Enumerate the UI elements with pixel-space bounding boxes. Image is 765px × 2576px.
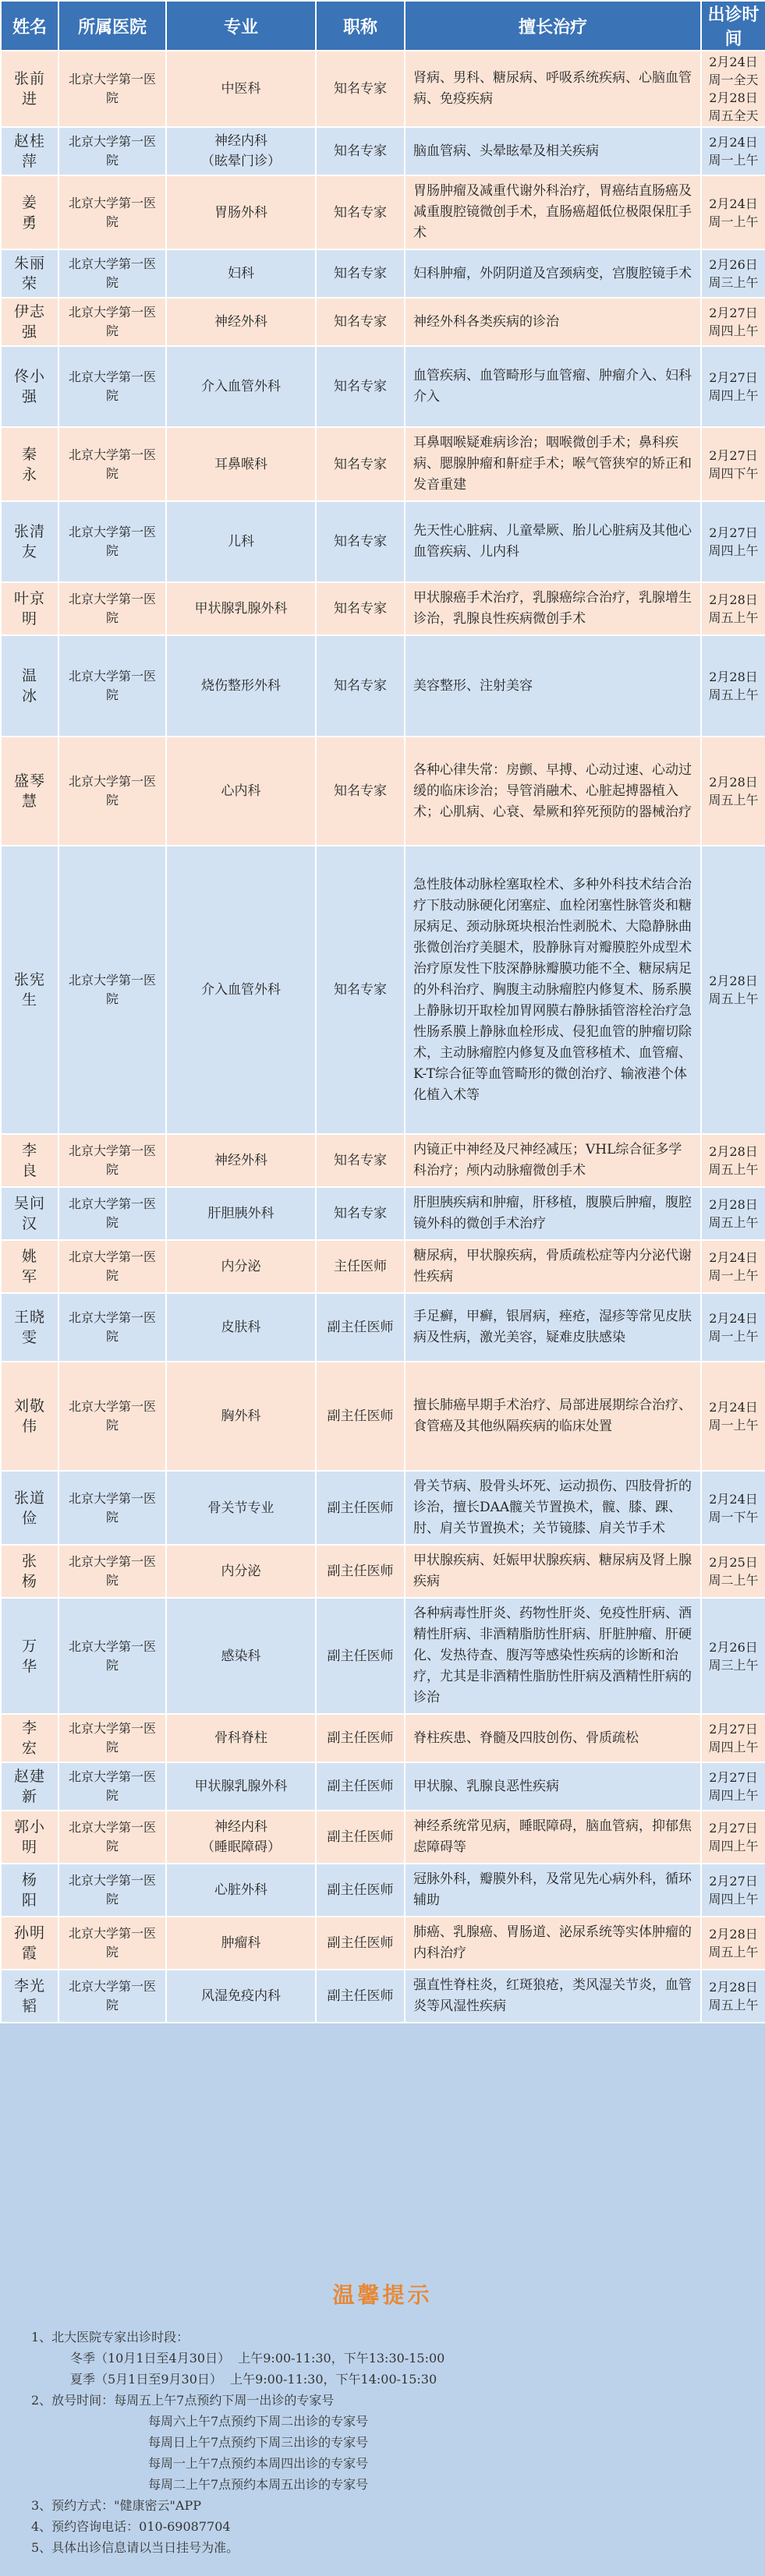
hospital-cell: 北京大学第一医院	[58, 1545, 166, 1598]
specialty-cell: 甲状腺疾病、妊娠甲状腺疾病、糖尿病及肾上腺疾病	[405, 1545, 701, 1598]
table-row	[1, 1187, 765, 1240]
title-cell: 副主任医师	[316, 1917, 405, 1970]
schedule-cell: 2月27日 周四上午	[701, 1864, 765, 1917]
specialty-cell: 各种心律失常：房颤、早搏、心动过速、心动过缓的临床诊治；导管消融术、心脏起搏器植入术；心肌病、心衰、晕厥和猝死预防的器械治疗	[405, 737, 701, 846]
specialty-cell: 耳鼻咽喉疑难病诊治；咽喉微创手术；鼻科疾病、腮腺肿瘤和鼾症手术；喉气管狭窄的矫正和发音重建	[405, 427, 701, 501]
table-row	[1, 298, 765, 346]
title-cell: 知名专家	[316, 1187, 405, 1240]
header-hospital: 所属医院	[58, 1, 166, 51]
table-row	[1, 737, 765, 846]
dept-cell: 心内科	[166, 737, 316, 846]
tips-line: 每周二上午7点预约本周五出诊的专家号	[148, 2477, 369, 2492]
specialty-cell: 手足癣，甲癣，银屑病，痤疮，湿疹等常见皮肤病及性病，激光美容，疑难皮肤感染	[405, 1293, 701, 1362]
hospital-cell: 北京大学第一医院	[58, 1471, 166, 1545]
schedule-cell: 2月27日 周四上午	[701, 298, 765, 346]
table-row	[1, 1134, 765, 1187]
dept-cell: 介入血管外科	[166, 846, 316, 1134]
dept-cell: 耳鼻喉科	[166, 427, 316, 501]
doctor-name: 赵桂萍	[1, 127, 58, 175]
schedule-cell: 2月28日 周五上午	[701, 635, 765, 737]
schedule-cell: 2月24日 周一上午	[701, 1240, 765, 1293]
schedule-cell: 2月27日 周四上午	[701, 501, 765, 582]
doctor-name: 张前进	[1, 51, 58, 127]
header-name: 姓名	[1, 1, 58, 51]
dept-cell: 神经外科	[166, 298, 316, 346]
schedule-cell: 2月28日 周五上午	[701, 1134, 765, 1187]
hospital-cell: 北京大学第一医院	[58, 1970, 166, 2023]
dept-cell: 心脏外科	[166, 1864, 316, 1917]
title-cell: 副主任医师	[316, 1598, 405, 1714]
specialty-cell: 胃肠肿瘤及减重代谢外科治疗，胃癌结直肠癌及减重腹腔镜微创手术，直肠癌超低位极限保肛手术	[405, 175, 701, 249]
title-cell: 知名专家	[316, 427, 405, 501]
tips-line: 4、预约咨询电话：010-69087704	[31, 2519, 231, 2534]
title-cell: 副主任医师	[316, 1762, 405, 1811]
title-cell: 副主任医师	[316, 1864, 405, 1917]
schedule-cell: 2月24日 周一下午	[701, 1471, 765, 1545]
specialty-cell: 甲状腺癌手术治疗，乳腺癌综合治疗，乳腺增生诊治，乳腺良性疾病微创手术	[405, 582, 701, 635]
header-specialty: 擅长治疗	[405, 1, 701, 51]
title-cell: 副主任医师	[316, 1811, 405, 1864]
schedule-cell: 2月28日 周五上午	[701, 1187, 765, 1240]
dept-cell: 肝胆胰外科	[166, 1187, 316, 1240]
tips-line: 3、预约方式："健康密云"APP	[31, 2498, 201, 2513]
schedule-cell: 2月24日 周一上午	[701, 175, 765, 249]
doctor-name: 张道俭	[1, 1471, 58, 1545]
hospital-cell: 北京大学第一医院	[58, 737, 166, 846]
table-row	[1, 1598, 765, 1714]
title-cell: 副主任医师	[316, 1471, 405, 1545]
dept-cell: 内分泌	[166, 1240, 316, 1293]
header-dept: 专业	[166, 1, 316, 51]
header-title: 职称	[316, 1, 405, 51]
tips-line: 每周六上午7点预约下周二出诊的专家号	[148, 2414, 369, 2429]
specialty-cell: 肺癌、乳腺癌、胃肠道、泌尿系统等实体肿瘤的内科治疗	[405, 1917, 701, 1970]
tips-body	[31, 2327, 749, 2558]
hospital-cell: 北京大学第一医院	[58, 1811, 166, 1864]
table-row	[1, 1811, 765, 1864]
doctor-name: 万 华	[1, 1598, 58, 1714]
specialty-cell: 急性肢体动脉栓塞取栓术、多种外科技术结合治疗下肢动脉硬化闭塞症、血栓闭塞性脉管炎和糖尿病足、颈动脉斑块根治性剥脱术、大隐静脉曲张微创治疗美腿术，股静脉肓对瓣膜腔外成型术治疗原发性下肢深静脉瓣膜功能不全、糖尿病足的外科治疗、胸腹主动脉瘤腔内修复术、肠系膜上静脉切开取栓加胃网膜右静脉插管溶栓治疗急性肠系膜上静脉血栓形成、侵犯血管的肿瘤切除术，主动脉瘤腔内修复及血管移植术、血管瘤、K-T综合征等血管畸形的微创治疗、输液港个体化植入术等	[405, 846, 701, 1134]
table-body	[1, 51, 765, 2023]
schedule-cell: 2月27日 周四上午	[701, 346, 765, 427]
specialty-cell: 脑血管病、头晕眩晕及相关疾病	[405, 127, 701, 175]
schedule-cell: 2月24日 周一全天 2月28日 周五全天	[701, 51, 765, 127]
tips-line: 2、放号时间：每周五上午7点预约下周一出诊的专家号	[31, 2393, 335, 2408]
title-cell: 知名专家	[316, 635, 405, 737]
specialty-cell: 甲状腺、乳腺良恶性疾病	[405, 1762, 701, 1811]
doctor-name: 刘敬伟	[1, 1362, 58, 1471]
title-cell: 知名专家	[316, 298, 405, 346]
dept-cell: 骨关节专业	[166, 1471, 316, 1545]
table-row	[1, 1471, 765, 1545]
schedule-cell: 2月28日 周五上午	[701, 846, 765, 1134]
title-cell: 知名专家	[316, 501, 405, 582]
dept-cell: 感染科	[166, 1598, 316, 1714]
title-cell: 副主任医师	[316, 1293, 405, 1362]
doctor-name: 王晓雯	[1, 1293, 58, 1362]
title-cell: 副主任医师	[316, 1545, 405, 1598]
doctor-name: 孙明霞	[1, 1917, 58, 1970]
schedule-cell: 2月28日 周五上午	[701, 582, 765, 635]
table-row	[1, 1714, 765, 1762]
table-row	[1, 51, 765, 127]
doctor-name: 叶京明	[1, 582, 58, 635]
schedule-cell: 2月27日 周四下午	[701, 427, 765, 501]
tips-line: 夏季（5月1日至9月30日） 上午9:00-11:30，下午14:00-15:30	[70, 2372, 437, 2387]
schedule-cell: 2月25日 周二上午	[701, 1545, 765, 1598]
hospital-cell: 北京大学第一医院	[58, 1362, 166, 1471]
table-row	[1, 1362, 765, 1471]
dept-cell: 中医科	[166, 51, 316, 127]
hospital-cell: 北京大学第一医院	[58, 175, 166, 249]
tips-line: 5、具体出诊信息请以当日挂号为准。	[31, 2540, 239, 2555]
specialty-cell: 脊柱疾患、脊髓及四肢创伤、骨质疏松	[405, 1714, 701, 1762]
hospital-cell: 北京大学第一医院	[58, 249, 166, 298]
table-row	[1, 635, 765, 737]
specialty-cell: 神经外科各类疾病的诊治	[405, 298, 701, 346]
title-cell: 副主任医师	[316, 1362, 405, 1471]
table-row	[1, 582, 765, 635]
schedule-cell: 2月26日 周三上午	[701, 1598, 765, 1714]
dept-cell: 内分泌	[166, 1545, 316, 1598]
specialty-cell: 肝胆胰疾病和肿瘤，肝移植，腹膜后肿瘤，腹腔镜外科的微创手术治疗	[405, 1187, 701, 1240]
schedule-cell: 2月26日 周三上午	[701, 249, 765, 298]
schedule-cell: 2月27日 周四上午	[701, 1714, 765, 1762]
hospital-cell: 北京大学第一医院	[58, 1917, 166, 1970]
title-cell: 知名专家	[316, 346, 405, 427]
specialty-cell: 强直性脊柱炎，红斑狼疮，类风湿关节炎，血管炎等风湿性疾病	[405, 1970, 701, 2023]
dept-cell: 妇科	[166, 249, 316, 298]
title-cell: 副主任医师	[316, 1714, 405, 1762]
specialty-cell: 糖尿病，甲状腺疾病，骨质疏松症等内分泌代谢性疾病	[405, 1240, 701, 1293]
doctor-name: 姜 勇	[1, 175, 58, 249]
dept-cell: 甲状腺乳腺外科	[166, 582, 316, 635]
specialty-cell: 内镜正中神经及尺神经减压；VHL综合征多学科治疗；颅内动脉瘤微创手术	[405, 1134, 701, 1187]
dept-cell: 神经内科 （睡眠障碍）	[166, 1811, 316, 1864]
doctor-name: 张清友	[1, 501, 58, 582]
doctor-name: 吴问汉	[1, 1187, 58, 1240]
table-row	[1, 1762, 765, 1811]
dept-cell: 介入血管外科	[166, 346, 316, 427]
hospital-cell: 北京大学第一医院	[58, 427, 166, 501]
hospital-cell: 北京大学第一医院	[58, 846, 166, 1134]
doctor-name: 伊志强	[1, 298, 58, 346]
table-row	[1, 1864, 765, 1917]
specialty-cell: 各种病毒性肝炎、药物性肝炎、免疫性肝病、酒精性肝病、非酒精脂肪性肝病、肝脏肿瘤、肝硬化、发热待查、腹泻等感染性疾病的诊断和治疗，尤其是非酒精性脂肪性肝病及酒精性肝病的诊治	[405, 1598, 701, 1714]
specialty-cell: 冠脉外科，瓣膜外科，及常见先心病外科，循环辅助	[405, 1864, 701, 1917]
doctor-name: 姚 军	[1, 1240, 58, 1293]
hospital-cell: 北京大学第一医院	[58, 346, 166, 427]
tips-line: 冬季（10月1日至4月30日） 上午9:00-11:30，下午13:30-15:00	[70, 2351, 445, 2366]
doctor-name: 朱丽荣	[1, 249, 58, 298]
dept-cell: 胸外科	[166, 1362, 316, 1471]
hospital-cell: 北京大学第一医院	[58, 1598, 166, 1714]
table-row	[1, 127, 765, 175]
doctor-name: 佟小强	[1, 346, 58, 427]
tips-line: 每周日上午7点预约下周三出诊的专家号	[148, 2435, 369, 2450]
table-header-row	[1, 1, 765, 51]
schedule-cell: 2月28日 周五上午	[701, 1917, 765, 1970]
table-row	[1, 346, 765, 427]
title-cell: 副主任医师	[316, 1970, 405, 2023]
title-cell: 知名专家	[316, 127, 405, 175]
hospital-cell: 北京大学第一医院	[58, 1714, 166, 1762]
table-row	[1, 1293, 765, 1362]
dept-cell: 肿瘤科	[166, 1917, 316, 1970]
hospital-cell: 北京大学第一医院	[58, 501, 166, 582]
specialty-cell: 擅长肺癌早期手术治疗、局部进展期综合治疗、食管癌及其他纵隔疾病的临床处置	[405, 1362, 701, 1471]
hospital-cell: 北京大学第一医院	[58, 1187, 166, 1240]
doctor-name: 杨 阳	[1, 1864, 58, 1917]
title-cell: 知名专家	[316, 846, 405, 1134]
dept-cell: 骨科脊柱	[166, 1714, 316, 1762]
title-cell: 知名专家	[316, 175, 405, 249]
dept-cell: 皮肤科	[166, 1293, 316, 1362]
hospital-cell: 北京大学第一医院	[58, 1293, 166, 1362]
hospital-cell: 北京大学第一医院	[58, 582, 166, 635]
dept-cell: 儿科	[166, 501, 316, 582]
schedule-cell: 2月28日 周五上午	[701, 737, 765, 846]
hospital-cell: 北京大学第一医院	[58, 635, 166, 737]
table-row	[1, 1240, 765, 1293]
doctor-name: 秦 永	[1, 427, 58, 501]
specialty-cell: 先天性心脏病、儿童晕厥、胎儿心脏病及其他心血管疾病、儿内科	[405, 501, 701, 582]
table-row	[1, 1545, 765, 1598]
schedule-cell: 2月28日 周五上午	[701, 1970, 765, 2023]
specialty-cell: 妇科肿瘤，外阴阴道及宫颈病变，宫腹腔镜手术	[405, 249, 701, 298]
doctor-name: 张宪生	[1, 846, 58, 1134]
tips-title: 温馨提示	[332, 2282, 433, 2308]
doctor-name: 郭小明	[1, 1811, 58, 1864]
dept-cell: 烧伤整形外科	[166, 635, 316, 737]
specialty-cell: 肾病、男科、糖尿病、呼吸系统疾病、心脑血管病、免疫疾病	[405, 51, 701, 127]
doctor-name: 赵建新	[1, 1762, 58, 1811]
tips-line: 1、北大医院专家出诊时段：	[31, 2330, 189, 2345]
specialty-cell: 美容整形、注射美容	[405, 635, 701, 737]
schedule-cell: 2月24日 周一上午	[701, 1293, 765, 1362]
schedule-cell: 2月24日 周一上午	[701, 127, 765, 175]
doctor-name: 李 宏	[1, 1714, 58, 1762]
schedule-cell: 2月27日 周四上午	[701, 1762, 765, 1811]
hospital-cell: 北京大学第一医院	[58, 127, 166, 175]
table-row	[1, 175, 765, 249]
title-cell: 知名专家	[316, 1134, 405, 1187]
doctor-name: 盛琴慧	[1, 737, 58, 846]
tips-panel	[0, 2264, 765, 2576]
schedule-cell: 2月24日 周一上午	[701, 1362, 765, 1471]
specialty-cell: 神经系统常见病，睡眠障碍，脑血管病，抑郁焦虑障碍等	[405, 1811, 701, 1864]
dept-cell: 甲状腺乳腺外科	[166, 1762, 316, 1811]
hospital-cell: 北京大学第一医院	[58, 1240, 166, 1293]
hospital-cell: 北京大学第一医院	[58, 1762, 166, 1811]
hospital-cell: 北京大学第一医院	[58, 1864, 166, 1917]
specialty-cell: 骨关节病、股骨头坏死、运动损伤、四肢骨折的诊治，擅长DAA髋关节置换术，髋、膝、踝、肘、肩关节置换术；关节镜膝、肩关节手术	[405, 1471, 701, 1545]
dept-cell: 胃肠外科	[166, 175, 316, 249]
hospital-cell: 北京大学第一医院	[58, 298, 166, 346]
title-cell: 知名专家	[316, 51, 405, 127]
doctor-name: 李光韬	[1, 1970, 58, 2023]
table-row	[1, 1917, 765, 1970]
doctor-name: 李 良	[1, 1134, 58, 1187]
specialty-cell: 血管疾病、血管畸形与血管瘤、肿瘤介入、妇科介入	[405, 346, 701, 427]
table-row	[1, 846, 765, 1134]
title-cell: 主任医师	[316, 1240, 405, 1293]
dept-cell: 神经内科 （眩晕门诊）	[166, 127, 316, 175]
hospital-cell: 北京大学第一医院	[58, 1134, 166, 1187]
table-row	[1, 249, 765, 298]
table-row	[1, 501, 765, 582]
hospital-cell: 北京大学第一医院	[58, 51, 166, 127]
table-row	[1, 427, 765, 501]
dept-cell: 神经外科	[166, 1134, 316, 1187]
title-cell: 知名专家	[316, 249, 405, 298]
title-cell: 知名专家	[316, 737, 405, 846]
tips-line: 每周一上午7点预约本周四出诊的专家号	[148, 2456, 369, 2471]
schedule-cell: 2月27日 周四上午	[701, 1811, 765, 1864]
header-schedule: 出诊时间	[701, 1, 765, 51]
doctor-name: 温 冰	[1, 635, 58, 737]
table-row	[1, 1970, 765, 2023]
dept-cell: 风湿免疫内科	[166, 1970, 316, 2023]
title-cell: 知名专家	[316, 582, 405, 635]
doctor-name: 张 杨	[1, 1545, 58, 1598]
